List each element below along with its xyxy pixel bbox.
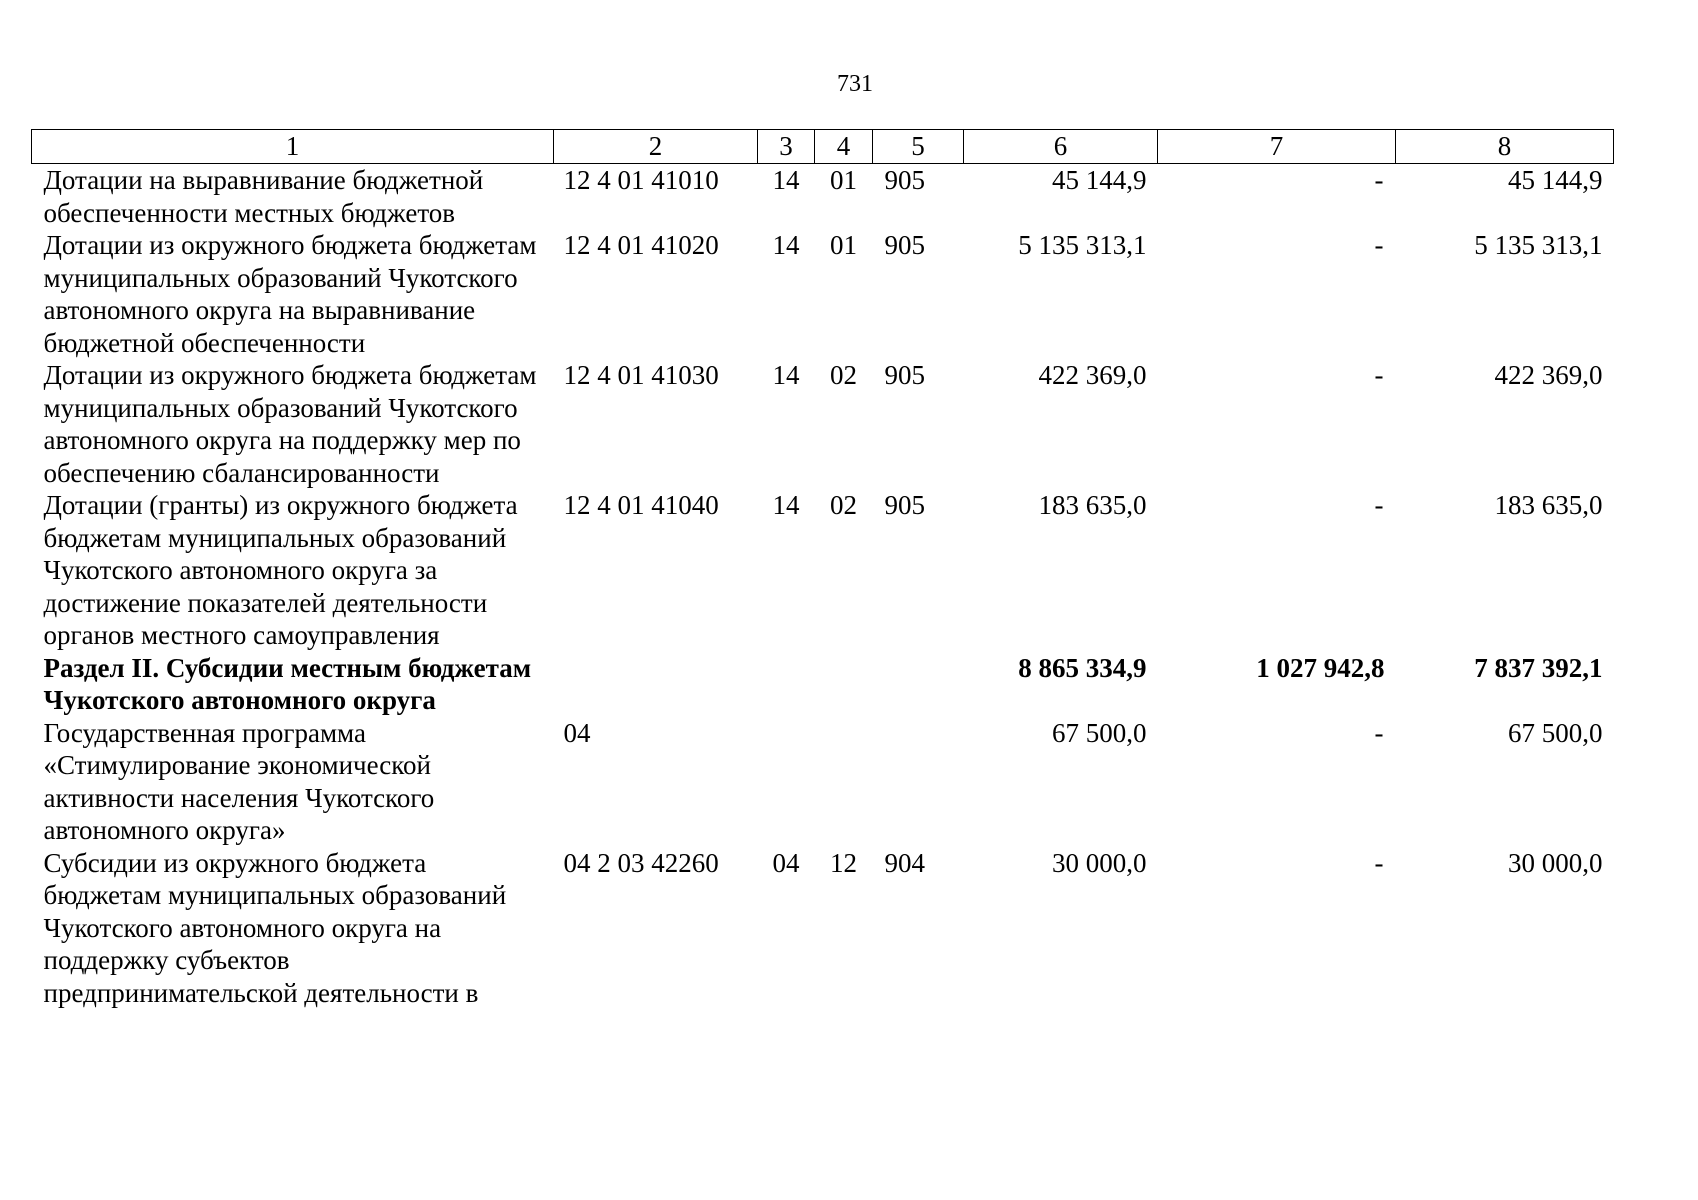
cell-federal: - xyxy=(1374,165,1384,195)
cell-section: 04 xyxy=(772,847,800,878)
cell-name: Раздел II. Субсидии местным бюджетам Чукотского автономного округа xyxy=(43,652,532,715)
column-header-7: 7 xyxy=(1158,130,1396,164)
column-number-row xyxy=(32,130,1614,164)
cell-regional: 422 369,0 xyxy=(1494,360,1603,390)
cell-federal: - xyxy=(1374,230,1384,260)
cell-gr: 905 xyxy=(884,360,925,390)
cell-federal: - xyxy=(1374,847,1384,878)
cell-gr xyxy=(873,652,964,717)
cell-subsection: 01 xyxy=(830,165,857,195)
cell-subsection: 01 xyxy=(830,230,857,260)
column-header-8: 8 xyxy=(1396,130,1614,164)
cell-federal: - xyxy=(1374,490,1384,520)
cell-federal: 1 027 942,8 xyxy=(1256,652,1385,683)
cell-total: 422 369,0 xyxy=(1038,360,1147,390)
cell-code: 12 4 01 41040 xyxy=(563,490,719,520)
cell-name: Дотации из окружного бюджета бюджетам муниципальных образований Чукотского автономного округа на поддержку мер по обеспечению сбалансированности xyxy=(43,360,537,488)
table-row xyxy=(32,229,1614,359)
cell-gr: 905 xyxy=(884,490,925,520)
cell-name: Государственная программа «Стимулирование экономической активности населения Чукотского автономного округа» xyxy=(43,717,435,845)
cell-gr: 905 xyxy=(884,165,925,195)
cell-code xyxy=(554,652,758,717)
cell-name: Дотации на выравнивание бюджетной обеспеченности местных бюджетов xyxy=(43,165,484,228)
budget-table xyxy=(31,129,1614,1009)
cell-name: Субсидии из окружного бюджета бюджетам муниципальных образований Чукотского автономного округа на поддержку субъектов предпринимательской деятельности в xyxy=(43,847,507,1008)
cell-code: 12 4 01 41010 xyxy=(563,165,719,195)
cell-gr: 905 xyxy=(884,230,925,260)
cell-name: Дотации (гранты) из окружного бюджета бюджетам муниципальных образований Чукотского автономного округа за достижение показателей деятельности органов местного самоуправления xyxy=(43,490,518,650)
cell-section: 14 xyxy=(772,165,800,195)
table-row xyxy=(32,489,1614,652)
cell-federal: - xyxy=(1374,360,1384,390)
cell-code: 12 4 01 41030 xyxy=(563,360,719,390)
column-header-2: 2 xyxy=(554,130,758,164)
cell-subsection xyxy=(815,717,873,847)
cell-section xyxy=(758,717,815,847)
page-number: 731 xyxy=(837,71,873,97)
cell-regional: 7 837 392,1 xyxy=(1474,652,1603,683)
column-header-4: 4 xyxy=(815,130,873,164)
cell-total: 30 000,0 xyxy=(1052,847,1147,878)
table-row xyxy=(32,359,1614,489)
table-row xyxy=(32,717,1614,847)
cell-regional: 67 500,0 xyxy=(1508,717,1603,748)
table-body xyxy=(32,164,1614,1010)
cell-total: 183 635,0 xyxy=(1038,490,1147,520)
cell-subsection: 02 xyxy=(830,490,857,520)
cell-section: 14 xyxy=(772,360,800,390)
cell-regional: 30 000,0 xyxy=(1508,847,1603,878)
cell-total: 8 865 334,9 xyxy=(1018,652,1147,683)
table-row xyxy=(32,652,1614,717)
cell-regional: 45 144,9 xyxy=(1508,165,1603,195)
cell-total: 45 144,9 xyxy=(1052,165,1147,195)
column-header-5: 5 xyxy=(873,130,964,164)
column-header-1: 1 xyxy=(32,130,554,164)
cell-subsection: 02 xyxy=(830,360,857,390)
cell-subsection: 12 xyxy=(830,847,857,878)
cell-subsection xyxy=(815,652,873,717)
cell-gr: 904 xyxy=(884,847,925,878)
cell-regional: 5 135 313,1 xyxy=(1474,230,1603,260)
column-header-6: 6 xyxy=(964,130,1158,164)
cell-code: 04 2 03 42260 xyxy=(563,847,719,878)
cell-section: 14 xyxy=(772,490,800,520)
column-header-3: 3 xyxy=(758,130,815,164)
cell-total: 5 135 313,1 xyxy=(1018,230,1147,260)
table-row xyxy=(32,847,1614,1010)
cell-section: 14 xyxy=(772,230,800,260)
cell-total: 67 500,0 xyxy=(1052,717,1147,748)
cell-gr xyxy=(873,717,964,847)
table-row xyxy=(32,164,1614,230)
cell-section xyxy=(758,652,815,717)
cell-regional: 183 635,0 xyxy=(1494,490,1603,520)
cell-federal: - xyxy=(1374,717,1384,748)
cell-code: 12 4 01 41020 xyxy=(563,230,719,260)
cell-code: 04 xyxy=(563,717,591,748)
cell-name: Дотации из окружного бюджета бюджетам муниципальных образований Чукотского автономного округа на выравнивание бюджетной обеспеченности xyxy=(43,230,537,358)
